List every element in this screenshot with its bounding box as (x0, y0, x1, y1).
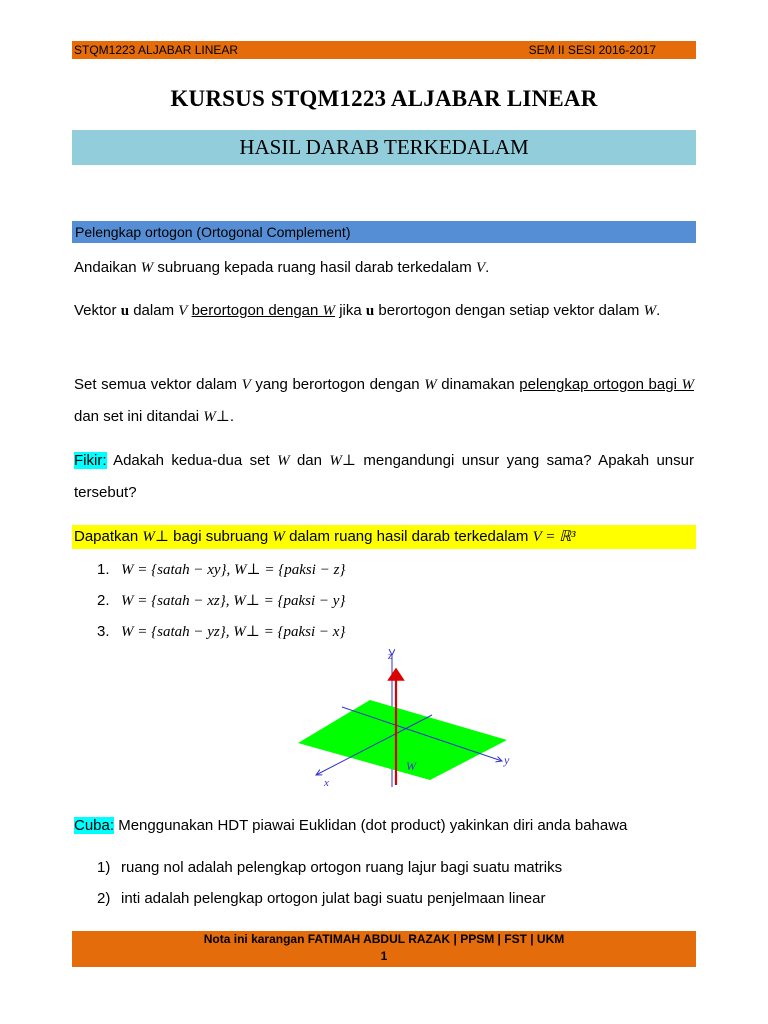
math-W: W (424, 377, 437, 393)
math-W: W (277, 453, 290, 469)
text: Menggunakan HDT piawai Euklidan (dot product) yakinkan diri anda bahawa (114, 817, 628, 834)
list-item (97, 888, 545, 910)
page-subtitle: HASIL DARAB TERKEDALAM (72, 130, 696, 165)
math-u: u (120, 303, 130, 319)
underlined-term (192, 302, 335, 319)
list-number: 2) (97, 890, 111, 907)
list-number: 2. (97, 592, 110, 609)
y-axis-label: y (504, 753, 510, 767)
header-semester: SEM II SESI 2016-2017 (528, 43, 656, 57)
list-item (97, 590, 345, 612)
math-W: W (681, 377, 694, 393)
text: Andaikan (74, 259, 141, 276)
list-item (97, 559, 345, 581)
paragraph-think (74, 445, 694, 508)
x-axis-label: x (324, 777, 329, 789)
text: inti adalah pelengkap ortogon julat bagi suatu penjelmaan linear (121, 890, 546, 907)
task-banner (72, 525, 696, 549)
paragraph-1 (74, 252, 694, 284)
math-W: W (322, 303, 336, 319)
header-bar (72, 41, 696, 59)
page-title: KURSUS STQM1223 ALJABAR LINEAR (170, 86, 598, 111)
text: . (485, 259, 490, 276)
math-V: V (475, 260, 486, 276)
text: Set semua vektor dalam (74, 376, 242, 393)
plane-label: W (406, 759, 416, 773)
example-equation: W = {satah − yz}, W⊥ = {paksi − x} (121, 624, 346, 640)
math-W-perp: W⊥ (329, 453, 357, 469)
text: pelengkap ortogon bagi (519, 376, 682, 393)
example-equation: W = {satah − xy}, W⊥ = {paksi − z} (121, 562, 346, 578)
math-W: W (272, 529, 285, 545)
math-u: u (365, 303, 375, 319)
paragraph-3 (74, 369, 694, 433)
think-label: Fikir: (74, 452, 107, 469)
math-V-equals-R3: V = ℝ³ (532, 529, 576, 545)
math-W-perp: W⊥ (142, 529, 169, 545)
text: dinamakan (436, 376, 520, 393)
text: bagi subruang (169, 528, 273, 545)
text: dan (289, 452, 330, 469)
text: . (229, 408, 235, 425)
math-V: V (241, 377, 251, 393)
text: ruang nol adalah pelengkap ortogon ruang lajur bagi suatu matriks (121, 859, 563, 876)
math-W: W (643, 303, 657, 319)
section-heading: Pelengkap ortogon (Ortogonal Complement) (72, 221, 696, 243)
text: berortogon dengan (191, 302, 323, 319)
text: dalam (129, 302, 179, 319)
footer-bar (72, 931, 696, 967)
example-equation: W = {satah − xz}, W⊥ = {paksi − y} (121, 593, 346, 609)
list-item (97, 621, 345, 643)
plane-axes-figure (292, 645, 522, 790)
list-item (97, 857, 562, 879)
text: subruang kepada ruang hasil darab terkedalam (153, 259, 476, 276)
math-W: W (140, 260, 154, 276)
try-label: Cuba: (74, 817, 115, 834)
text: dan set ini ditandai (74, 408, 204, 425)
underlined-term (519, 376, 694, 393)
text: Vektor (74, 302, 121, 319)
text: Dapatkan (74, 528, 143, 545)
z-axis-label: z (388, 650, 393, 662)
text: yang berortogon dengan (250, 376, 425, 393)
math-V: V (178, 303, 188, 319)
text: dalam ruang hasil darab terkedalam (284, 528, 533, 545)
text: . (656, 302, 661, 319)
text: mengandungi unsur yang sama? Apakah unsur tersebut? (74, 452, 694, 501)
list-number: 1) (97, 859, 111, 876)
list-number: 3. (97, 623, 110, 640)
paragraph-2 (74, 295, 694, 327)
footer-author: Nota ini karangan FATIMAH ABDUL RAZAK | PPSM | FST | UKM (203, 932, 565, 946)
page-number: 1 (380, 949, 388, 963)
math-W-perp: W⊥ (203, 409, 230, 425)
text: jika (335, 302, 366, 319)
paragraph-try (74, 810, 694, 841)
text: berortogon dengan setiap vektor dalam (374, 302, 644, 319)
list-number: 1. (97, 561, 110, 578)
header-course: STQM1223 ALJABAR LINEAR (74, 43, 239, 57)
text: Adakah kedua-dua set (106, 452, 278, 469)
